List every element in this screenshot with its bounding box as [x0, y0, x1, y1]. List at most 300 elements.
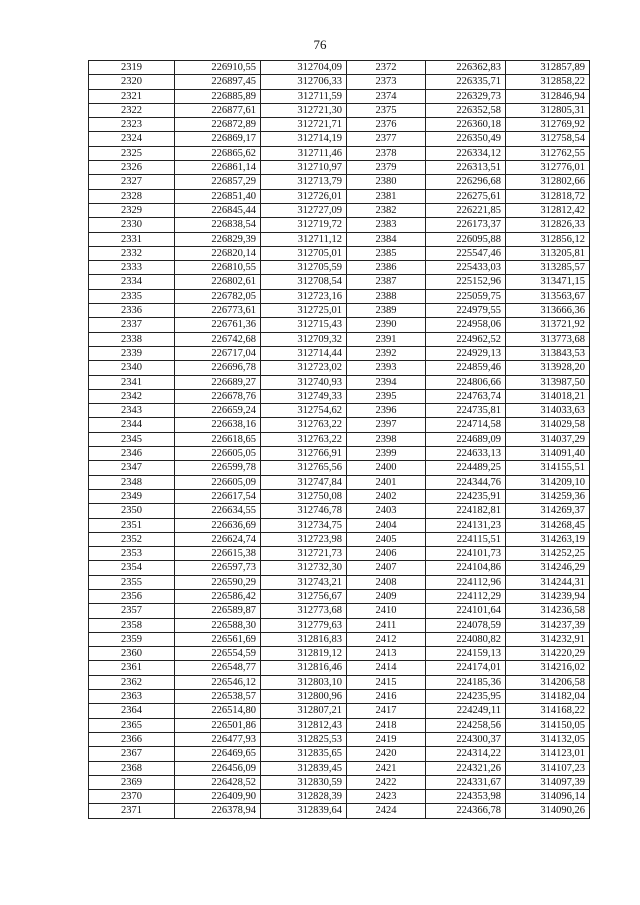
- point-number-cell: 2396: [347, 404, 426, 418]
- x-coordinate-cell: 226456,09: [175, 761, 261, 775]
- table-row: [89, 361, 590, 375]
- y-coordinate-cell: 312743,21: [261, 575, 347, 589]
- x-coordinate-cell: 226689,27: [175, 375, 261, 389]
- point-number-cell: 2420: [347, 747, 426, 761]
- x-coordinate-cell: 226360,18: [426, 118, 506, 132]
- x-coordinate-cell: 226773,61: [175, 304, 261, 318]
- y-coordinate-cell: 314269,37: [506, 504, 590, 518]
- x-coordinate-cell: 226501,86: [175, 718, 261, 732]
- x-coordinate-cell: 226615,38: [175, 547, 261, 561]
- y-coordinate-cell: 313563,67: [506, 289, 590, 303]
- x-coordinate-cell: 224714,58: [426, 418, 506, 432]
- y-coordinate-cell: 314252,25: [506, 547, 590, 561]
- page-number: 76: [313, 37, 327, 52]
- y-coordinate-cell: 313928,20: [506, 361, 590, 375]
- x-coordinate-cell: 226329,73: [426, 89, 506, 103]
- point-number-cell: 2395: [347, 389, 426, 403]
- x-coordinate-cell: 226561,69: [175, 632, 261, 646]
- x-coordinate-cell: 224962,52: [426, 332, 506, 346]
- table-row: [89, 432, 590, 446]
- x-coordinate-cell: 226313,51: [426, 161, 506, 175]
- table-row: [89, 675, 590, 689]
- point-number-cell: 2372: [347, 61, 426, 75]
- point-number-cell: 2320: [89, 75, 175, 89]
- y-coordinate-cell: 312776,01: [506, 161, 590, 175]
- point-number-cell: 2339: [89, 346, 175, 360]
- x-coordinate-cell: 226362,83: [426, 61, 506, 75]
- point-number-cell: 2391: [347, 332, 426, 346]
- x-coordinate-cell: 224080,82: [426, 632, 506, 646]
- y-coordinate-cell: 314091,40: [506, 447, 590, 461]
- x-coordinate-cell: 224249,11: [426, 704, 506, 718]
- x-coordinate-cell: 225059,75: [426, 289, 506, 303]
- x-coordinate-cell: 226605,09: [175, 475, 261, 489]
- y-coordinate-cell: 314096,14: [506, 790, 590, 804]
- point-number-cell: 2407: [347, 561, 426, 575]
- x-coordinate-cell: 226820,14: [175, 246, 261, 260]
- x-coordinate-cell: 226861,14: [175, 161, 261, 175]
- point-number-cell: 2378: [347, 146, 426, 160]
- y-coordinate-cell: 312723,02: [261, 361, 347, 375]
- y-coordinate-cell: 312802,66: [506, 175, 590, 189]
- x-coordinate-cell: 226885,89: [175, 89, 261, 103]
- y-coordinate-cell: 312830,59: [261, 775, 347, 789]
- point-number-cell: 2368: [89, 761, 175, 775]
- point-number-cell: 2343: [89, 404, 175, 418]
- y-coordinate-cell: 312727,09: [261, 203, 347, 217]
- table-row: [89, 389, 590, 403]
- point-number-cell: 2324: [89, 132, 175, 146]
- y-coordinate-cell: 312715,43: [261, 318, 347, 332]
- point-number-cell: 2405: [347, 532, 426, 546]
- y-coordinate-cell: 312805,31: [506, 103, 590, 117]
- table-row: [89, 504, 590, 518]
- point-number-cell: 2326: [89, 161, 175, 175]
- y-coordinate-cell: 312816,83: [261, 632, 347, 646]
- y-coordinate-cell: 312719,72: [261, 218, 347, 232]
- y-coordinate-cell: 314209,10: [506, 475, 590, 489]
- y-coordinate-cell: 313843,53: [506, 346, 590, 360]
- x-coordinate-cell: 226296,68: [426, 175, 506, 189]
- table-row: [89, 103, 590, 117]
- y-coordinate-cell: 312749,33: [261, 389, 347, 403]
- y-coordinate-cell: 312779,63: [261, 618, 347, 632]
- x-coordinate-cell: 226617,54: [175, 489, 261, 503]
- y-coordinate-cell: 313987,50: [506, 375, 590, 389]
- point-number-cell: 2330: [89, 218, 175, 232]
- point-number-cell: 2369: [89, 775, 175, 789]
- y-coordinate-cell: 312839,45: [261, 761, 347, 775]
- table-row: [89, 618, 590, 632]
- point-number-cell: 2366: [89, 732, 175, 746]
- y-coordinate-cell: 314150,05: [506, 718, 590, 732]
- x-coordinate-cell: 224958,06: [426, 318, 506, 332]
- x-coordinate-cell: 224174,01: [426, 661, 506, 675]
- x-coordinate-cell: 226717,04: [175, 346, 261, 360]
- y-coordinate-cell: 314259,36: [506, 489, 590, 503]
- x-coordinate-cell: 226624,74: [175, 532, 261, 546]
- point-number-cell: 2356: [89, 589, 175, 603]
- table-row: [89, 804, 590, 818]
- table-row: [89, 146, 590, 160]
- point-number-cell: 2406: [347, 547, 426, 561]
- x-coordinate-cell: 226638,16: [175, 418, 261, 432]
- x-coordinate-cell: 226634,55: [175, 504, 261, 518]
- point-number-cell: 2377: [347, 132, 426, 146]
- table-row: [89, 61, 590, 75]
- x-coordinate-cell: 226538,57: [175, 690, 261, 704]
- point-number-cell: 2322: [89, 103, 175, 117]
- table-row: [89, 246, 590, 260]
- y-coordinate-cell: 314268,45: [506, 518, 590, 532]
- y-coordinate-cell: 314182,04: [506, 690, 590, 704]
- x-coordinate-cell: 226469,65: [175, 747, 261, 761]
- x-coordinate-cell: 224182,81: [426, 504, 506, 518]
- point-number-cell: 2422: [347, 775, 426, 789]
- x-coordinate-cell: 226378,94: [175, 804, 261, 818]
- table-row: [89, 604, 590, 618]
- x-coordinate-cell: 224104,86: [426, 561, 506, 575]
- table-row: [89, 647, 590, 661]
- y-coordinate-cell: 312812,43: [261, 718, 347, 732]
- point-number-cell: 2408: [347, 575, 426, 589]
- y-coordinate-cell: 312766,91: [261, 447, 347, 461]
- x-coordinate-cell: 224112,29: [426, 589, 506, 603]
- y-coordinate-cell: 312756,67: [261, 589, 347, 603]
- point-number-cell: 2394: [347, 375, 426, 389]
- y-coordinate-cell: 312857,89: [506, 61, 590, 75]
- x-coordinate-cell: 226335,71: [426, 75, 506, 89]
- x-coordinate-cell: 226742,68: [175, 332, 261, 346]
- point-number-cell: 2385: [347, 246, 426, 260]
- point-number-cell: 2359: [89, 632, 175, 646]
- x-coordinate-cell: 224735,81: [426, 404, 506, 418]
- x-coordinate-cell: 226514,80: [175, 704, 261, 718]
- table-row: [89, 518, 590, 532]
- x-coordinate-cell: 225152,96: [426, 275, 506, 289]
- x-coordinate-cell: 224859,46: [426, 361, 506, 375]
- point-number-cell: 2402: [347, 489, 426, 503]
- table-row: [89, 589, 590, 603]
- y-coordinate-cell: 314246,29: [506, 561, 590, 575]
- x-coordinate-cell: 226588,30: [175, 618, 261, 632]
- table-row: [89, 304, 590, 318]
- y-coordinate-cell: 314236,58: [506, 604, 590, 618]
- x-coordinate-cell: 226782,05: [175, 289, 261, 303]
- table-row: [89, 318, 590, 332]
- point-number-cell: 2321: [89, 89, 175, 103]
- y-coordinate-cell: 314037,29: [506, 432, 590, 446]
- table-row: [89, 161, 590, 175]
- y-coordinate-cell: 313285,57: [506, 261, 590, 275]
- y-coordinate-cell: 312714,19: [261, 132, 347, 146]
- table-row: [89, 75, 590, 89]
- y-coordinate-cell: 312740,93: [261, 375, 347, 389]
- point-number-cell: 2323: [89, 118, 175, 132]
- y-coordinate-cell: 314132,05: [506, 732, 590, 746]
- point-number-cell: 2351: [89, 518, 175, 532]
- point-number-cell: 2379: [347, 161, 426, 175]
- y-coordinate-cell: 312763,22: [261, 432, 347, 446]
- point-number-cell: 2393: [347, 361, 426, 375]
- x-coordinate-cell: 226428,52: [175, 775, 261, 789]
- x-coordinate-cell: 226810,55: [175, 261, 261, 275]
- point-number-cell: 2374: [347, 89, 426, 103]
- table-row: [89, 575, 590, 589]
- x-coordinate-cell: 224929,13: [426, 346, 506, 360]
- x-coordinate-cell: 226477,93: [175, 732, 261, 746]
- x-coordinate-cell: 226910,55: [175, 61, 261, 75]
- y-coordinate-cell: 312846,94: [506, 89, 590, 103]
- y-coordinate-cell: 312723,98: [261, 532, 347, 546]
- point-number-cell: 2328: [89, 189, 175, 203]
- table-row: [89, 532, 590, 546]
- y-coordinate-cell: 312758,54: [506, 132, 590, 146]
- y-coordinate-cell: 312706,33: [261, 75, 347, 89]
- point-number-cell: 2399: [347, 447, 426, 461]
- y-coordinate-cell: 312825,53: [261, 732, 347, 746]
- table-row: [89, 547, 590, 561]
- x-coordinate-cell: 226589,87: [175, 604, 261, 618]
- x-coordinate-cell: 226877,61: [175, 103, 261, 117]
- x-coordinate-cell: 224078,59: [426, 618, 506, 632]
- point-number-cell: 2341: [89, 375, 175, 389]
- table-row: [89, 761, 590, 775]
- y-coordinate-cell: 314220,29: [506, 647, 590, 661]
- y-coordinate-cell: 312803,10: [261, 675, 347, 689]
- point-number-cell: 2357: [89, 604, 175, 618]
- table-row: [89, 261, 590, 275]
- table-row: [89, 632, 590, 646]
- point-number-cell: 2345: [89, 432, 175, 446]
- x-coordinate-cell: 226869,17: [175, 132, 261, 146]
- y-coordinate-cell: 312835,65: [261, 747, 347, 761]
- point-number-cell: 2384: [347, 232, 426, 246]
- table-row: [89, 461, 590, 475]
- x-coordinate-cell: 226838,54: [175, 218, 261, 232]
- y-coordinate-cell: 312713,79: [261, 175, 347, 189]
- point-number-cell: 2353: [89, 547, 175, 561]
- y-coordinate-cell: 312710,97: [261, 161, 347, 175]
- y-coordinate-cell: 312711,59: [261, 89, 347, 103]
- point-number-cell: 2373: [347, 75, 426, 89]
- point-number-cell: 2414: [347, 661, 426, 675]
- point-number-cell: 2390: [347, 318, 426, 332]
- x-coordinate-cell: 225547,46: [426, 246, 506, 260]
- point-number-cell: 2416: [347, 690, 426, 704]
- y-coordinate-cell: 312721,73: [261, 547, 347, 561]
- x-coordinate-cell: 226636,69: [175, 518, 261, 532]
- point-number-cell: 2337: [89, 318, 175, 332]
- x-coordinate-cell: 226872,89: [175, 118, 261, 132]
- y-coordinate-cell: 312750,08: [261, 489, 347, 503]
- table-row: [89, 447, 590, 461]
- y-coordinate-cell: 314237,39: [506, 618, 590, 632]
- x-coordinate-cell: 226334,12: [426, 146, 506, 160]
- y-coordinate-cell: 312812,42: [506, 203, 590, 217]
- y-coordinate-cell: 313721,92: [506, 318, 590, 332]
- point-number-cell: 2334: [89, 275, 175, 289]
- x-coordinate-cell: 224489,25: [426, 461, 506, 475]
- y-coordinate-cell: 312769,92: [506, 118, 590, 132]
- table-row: [89, 189, 590, 203]
- x-coordinate-cell: 226618,65: [175, 432, 261, 446]
- x-coordinate-cell: 226275,61: [426, 189, 506, 203]
- table-row: [89, 418, 590, 432]
- x-coordinate-cell: 224633,13: [426, 447, 506, 461]
- table-row: [89, 232, 590, 246]
- x-coordinate-cell: 226659,24: [175, 404, 261, 418]
- x-coordinate-cell: 224101,64: [426, 604, 506, 618]
- x-coordinate-cell: 224689,09: [426, 432, 506, 446]
- x-coordinate-cell: 224331,67: [426, 775, 506, 789]
- x-coordinate-cell: 224353,98: [426, 790, 506, 804]
- point-number-cell: 2364: [89, 704, 175, 718]
- x-coordinate-cell: 226597,73: [175, 561, 261, 575]
- x-coordinate-cell: 226590,29: [175, 575, 261, 589]
- x-coordinate-cell: 224112,96: [426, 575, 506, 589]
- x-coordinate-cell: 224235,95: [426, 690, 506, 704]
- x-coordinate-cell: 226599,78: [175, 461, 261, 475]
- point-number-cell: 2333: [89, 261, 175, 275]
- point-number-cell: 2413: [347, 647, 426, 661]
- table-row: [89, 661, 590, 675]
- point-number-cell: 2409: [347, 589, 426, 603]
- y-coordinate-cell: 314216,02: [506, 661, 590, 675]
- point-number-cell: 2421: [347, 761, 426, 775]
- x-coordinate-cell: 226221,85: [426, 203, 506, 217]
- y-coordinate-cell: 312711,12: [261, 232, 347, 246]
- point-number-cell: 2327: [89, 175, 175, 189]
- y-coordinate-cell: 312818,72: [506, 189, 590, 203]
- y-coordinate-cell: 312856,12: [506, 232, 590, 246]
- point-number-cell: 2325: [89, 146, 175, 160]
- y-coordinate-cell: 312800,96: [261, 690, 347, 704]
- x-coordinate-cell: 224321,26: [426, 761, 506, 775]
- point-number-cell: 2410: [347, 604, 426, 618]
- point-number-cell: 2389: [347, 304, 426, 318]
- y-coordinate-cell: 314239,94: [506, 589, 590, 603]
- y-coordinate-cell: 312726,01: [261, 189, 347, 203]
- y-coordinate-cell: 314244,31: [506, 575, 590, 589]
- y-coordinate-cell: 312828,39: [261, 790, 347, 804]
- y-coordinate-cell: 312763,22: [261, 418, 347, 432]
- y-coordinate-cell: 314168,22: [506, 704, 590, 718]
- y-coordinate-cell: 312714,44: [261, 346, 347, 360]
- x-coordinate-cell: 224258,56: [426, 718, 506, 732]
- point-number-cell: 2362: [89, 675, 175, 689]
- x-coordinate-cell: 226678,76: [175, 389, 261, 403]
- point-number-cell: 2340: [89, 361, 175, 375]
- table-row: [89, 790, 590, 804]
- y-coordinate-cell: 314107,23: [506, 761, 590, 775]
- table-row: [89, 289, 590, 303]
- point-number-cell: 2392: [347, 346, 426, 360]
- table-row: [89, 118, 590, 132]
- point-number-cell: 2358: [89, 618, 175, 632]
- point-number-cell: 2338: [89, 332, 175, 346]
- table-row: [89, 346, 590, 360]
- point-number-cell: 2355: [89, 575, 175, 589]
- point-number-cell: 2348: [89, 475, 175, 489]
- x-coordinate-cell: 226350,49: [426, 132, 506, 146]
- point-number-cell: 2397: [347, 418, 426, 432]
- point-number-cell: 2376: [347, 118, 426, 132]
- y-coordinate-cell: 314206,58: [506, 675, 590, 689]
- y-coordinate-cell: 313205,81: [506, 246, 590, 260]
- coordinates-table-body: [89, 61, 590, 819]
- x-coordinate-cell: 224115,51: [426, 532, 506, 546]
- y-coordinate-cell: 312816,46: [261, 661, 347, 675]
- x-coordinate-cell: 226554,59: [175, 647, 261, 661]
- point-number-cell: 2381: [347, 189, 426, 203]
- x-coordinate-cell: 226897,45: [175, 75, 261, 89]
- y-coordinate-cell: 312725,01: [261, 304, 347, 318]
- x-coordinate-cell: 226851,40: [175, 189, 261, 203]
- table-row: [89, 404, 590, 418]
- point-number-cell: 2386: [347, 261, 426, 275]
- x-coordinate-cell: 226586,42: [175, 589, 261, 603]
- y-coordinate-cell: 314029,58: [506, 418, 590, 432]
- point-number-cell: 2417: [347, 704, 426, 718]
- x-coordinate-cell: 226845,44: [175, 203, 261, 217]
- y-coordinate-cell: 312762,55: [506, 146, 590, 160]
- point-number-cell: 2383: [347, 218, 426, 232]
- table-row: [89, 332, 590, 346]
- table-row: [89, 704, 590, 718]
- y-coordinate-cell: 312754,62: [261, 404, 347, 418]
- x-coordinate-cell: 226865,62: [175, 146, 261, 160]
- y-coordinate-cell: 312711,46: [261, 146, 347, 160]
- point-number-cell: 2419: [347, 732, 426, 746]
- y-coordinate-cell: 313666,36: [506, 304, 590, 318]
- table-row: [89, 561, 590, 575]
- table-row: [89, 690, 590, 704]
- y-coordinate-cell: 312734,75: [261, 518, 347, 532]
- point-number-cell: 2375: [347, 103, 426, 117]
- coordinates-table: [88, 60, 590, 819]
- point-number-cell: 2319: [89, 61, 175, 75]
- y-coordinate-cell: 314232,91: [506, 632, 590, 646]
- point-number-cell: 2349: [89, 489, 175, 503]
- y-coordinate-cell: 314097,39: [506, 775, 590, 789]
- y-coordinate-cell: 314090,26: [506, 804, 590, 818]
- y-coordinate-cell: 312709,32: [261, 332, 347, 346]
- table-row: [89, 218, 590, 232]
- point-number-cell: 2415: [347, 675, 426, 689]
- x-coordinate-cell: 224979,55: [426, 304, 506, 318]
- point-number-cell: 2331: [89, 232, 175, 246]
- y-coordinate-cell: 312839,64: [261, 804, 347, 818]
- x-coordinate-cell: 224159,13: [426, 647, 506, 661]
- table-row: [89, 275, 590, 289]
- point-number-cell: 2404: [347, 518, 426, 532]
- x-coordinate-cell: 226409,90: [175, 790, 261, 804]
- point-number-cell: 2424: [347, 804, 426, 818]
- y-coordinate-cell: 312704,09: [261, 61, 347, 75]
- point-number-cell: 2344: [89, 418, 175, 432]
- y-coordinate-cell: 312705,01: [261, 246, 347, 260]
- x-coordinate-cell: 225433,03: [426, 261, 506, 275]
- y-coordinate-cell: 312708,54: [261, 275, 347, 289]
- point-number-cell: 2354: [89, 561, 175, 575]
- y-coordinate-cell: 313471,15: [506, 275, 590, 289]
- y-coordinate-cell: 312807,21: [261, 704, 347, 718]
- point-number-cell: 2388: [347, 289, 426, 303]
- x-coordinate-cell: 226605,05: [175, 447, 261, 461]
- table-row: [89, 89, 590, 103]
- x-coordinate-cell: 224806,66: [426, 375, 506, 389]
